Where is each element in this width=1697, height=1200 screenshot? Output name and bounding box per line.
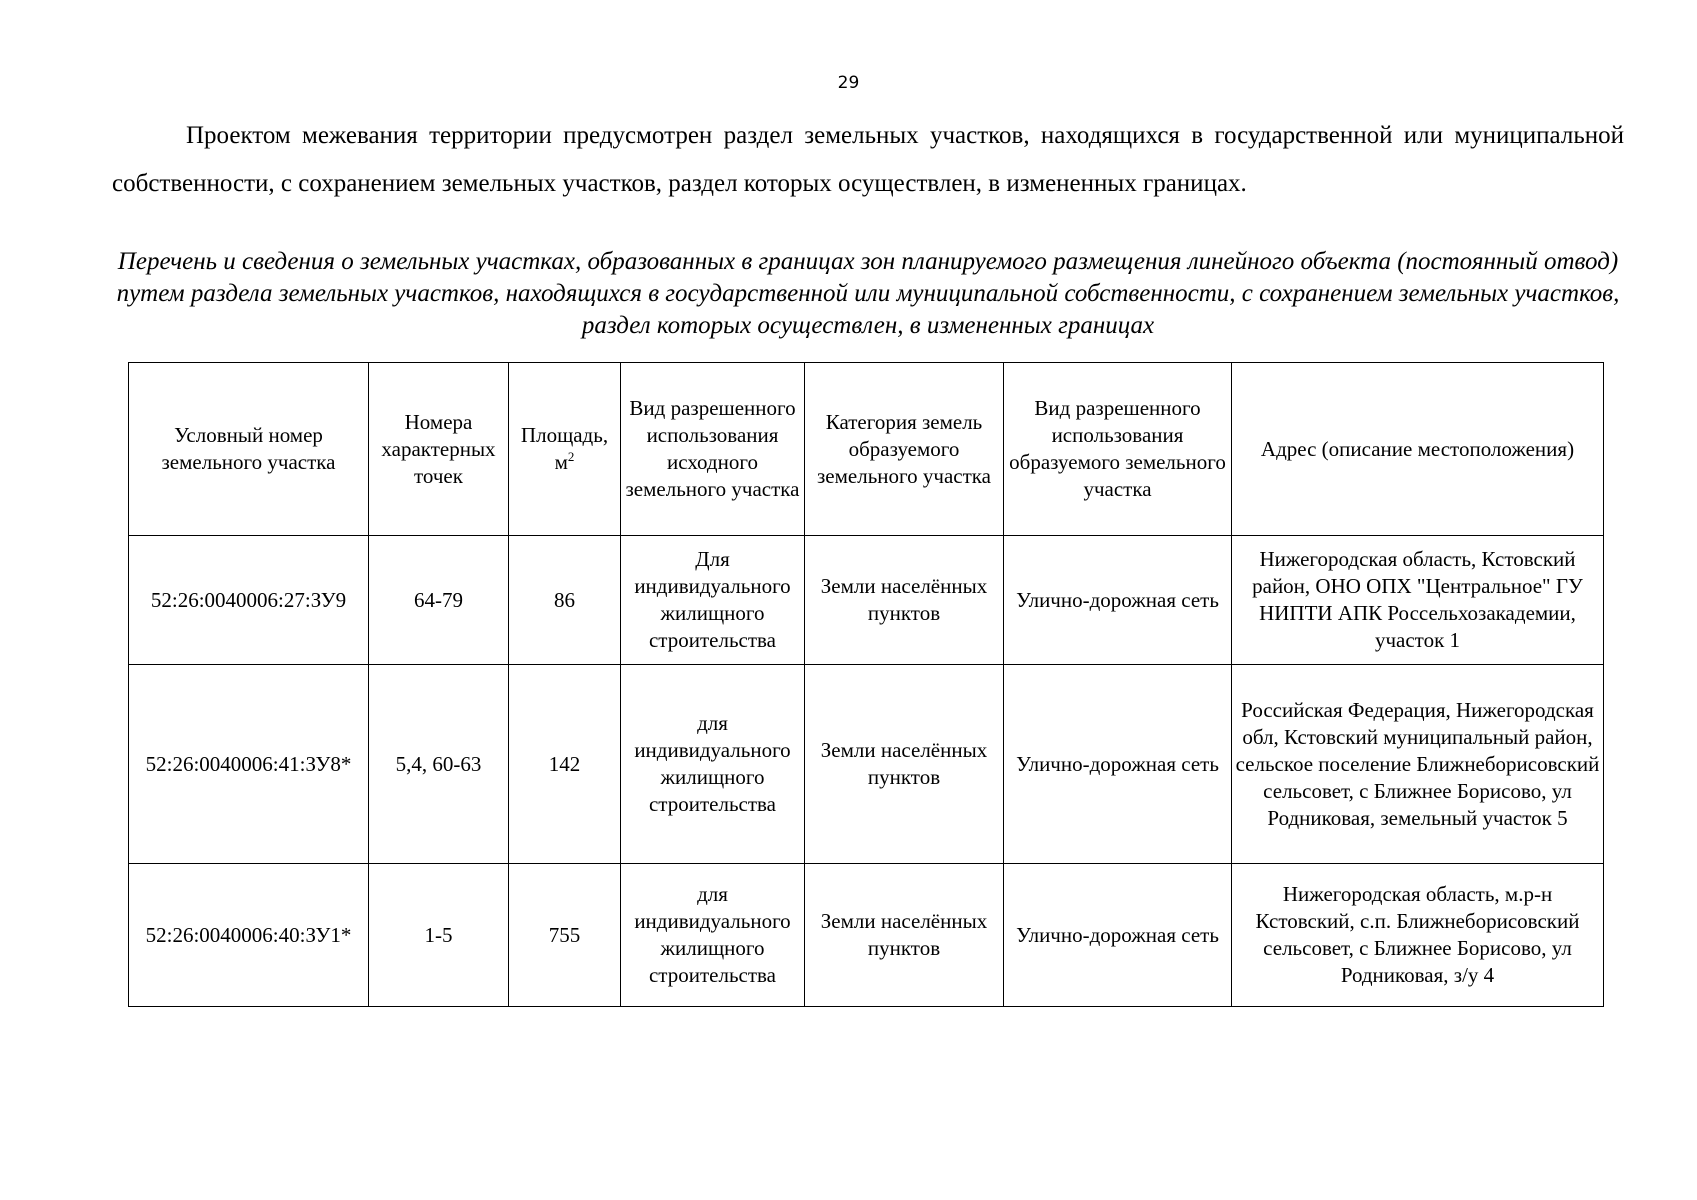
- cell-source-use: Для индивидуального жилищного строительства: [621, 536, 805, 665]
- cell-formed-use: Улично-дорожная сеть: [1004, 864, 1232, 1007]
- cell-formed-use: Улично-дорожная сеть: [1004, 665, 1232, 864]
- table-header-row: [129, 363, 1604, 536]
- header-source-use: Вид разрешенного использования исходного земельного участка: [621, 363, 805, 536]
- land-plots-table: [128, 362, 1604, 1007]
- cell-address: Российская Федерация, Нижегородская обл, Кстовский муниципальный район, сельское поселение Ближнеборисовский сельсовет, с Ближнее Борисово, ул Родниковая, земельный участок 5: [1232, 665, 1604, 864]
- header-plot-number: Условный номер земельного участка: [129, 363, 369, 536]
- cell-points: 1-5: [369, 864, 509, 1007]
- cell-land-category: Земли населённых пунктов: [805, 665, 1004, 864]
- header-area-label: Площадь, м: [520, 423, 609, 474]
- header-address: Адрес (описание местоположения): [1232, 363, 1604, 536]
- cell-points: 5,4, 60-63: [369, 665, 509, 864]
- cell-area: 755: [509, 864, 621, 1007]
- intro-paragraph: Проектом межевания территории предусмотрен раздел земельных участков, находящихся в государственной или муниципальной собственности, с сохранением земельных участков, раздел которых осуществлен, в измененных границах.: [112, 122, 1624, 197]
- cell-area: 142: [509, 665, 621, 864]
- cell-formed-use: Улично-дорожная сеть: [1004, 536, 1232, 665]
- cell-address: Нижегородская область, Кстовский район, ОНО ОПХ "Центральное" ГУ НИПТИ АПК Россельхозакадемии, участок 1: [1232, 536, 1604, 665]
- cell-source-use: для индивидуального жилищного строительства: [621, 665, 805, 864]
- cell-source-use: для индивидуального жилищного строительства: [621, 864, 805, 1007]
- cell-plot-number: 52:26:0040006:27:ЗУ9: [129, 536, 369, 665]
- header-land-category: Категория земель образуемого земельного участка: [805, 363, 1004, 536]
- table-row: [129, 536, 1604, 665]
- table-row: [129, 665, 1604, 864]
- cell-plot-number: 52:26:0040006:40:ЗУ1*: [129, 864, 369, 1007]
- cell-area: 86: [509, 536, 621, 665]
- cell-land-category: Земли населённых пунктов: [805, 864, 1004, 1007]
- header-formed-use: Вид разрешенного использования образуемого земельного участка: [1004, 363, 1232, 536]
- page-number: 29: [837, 73, 860, 93]
- cell-land-category: Земли населённых пунктов: [805, 536, 1004, 665]
- header-area: [509, 363, 621, 536]
- header-points: Номера характерных точек: [369, 363, 509, 536]
- table-caption: Перечень и сведения о земельных участках, образованных в границах зон планируемого размещения линейного объекта (постоянный отвод) путем раздела земельных участков, находящихся в государственной или муниципальной собственности, с сохранением земельных участков, раздел которых осуществлен, в измененных границах: [116, 248, 1620, 339]
- table-row: [129, 864, 1604, 1007]
- cell-points: 64-79: [369, 536, 509, 665]
- cell-address: Нижегородская область, м.р-н Кстовский, с.п. Ближнеборисовский сельсовет, с Ближнее Борисово, ул Родниковая, з/у 4: [1232, 864, 1604, 1007]
- cell-plot-number: 52:26:0040006:41:ЗУ8*: [129, 665, 369, 864]
- header-area-unit-sup: 2: [567, 449, 575, 464]
